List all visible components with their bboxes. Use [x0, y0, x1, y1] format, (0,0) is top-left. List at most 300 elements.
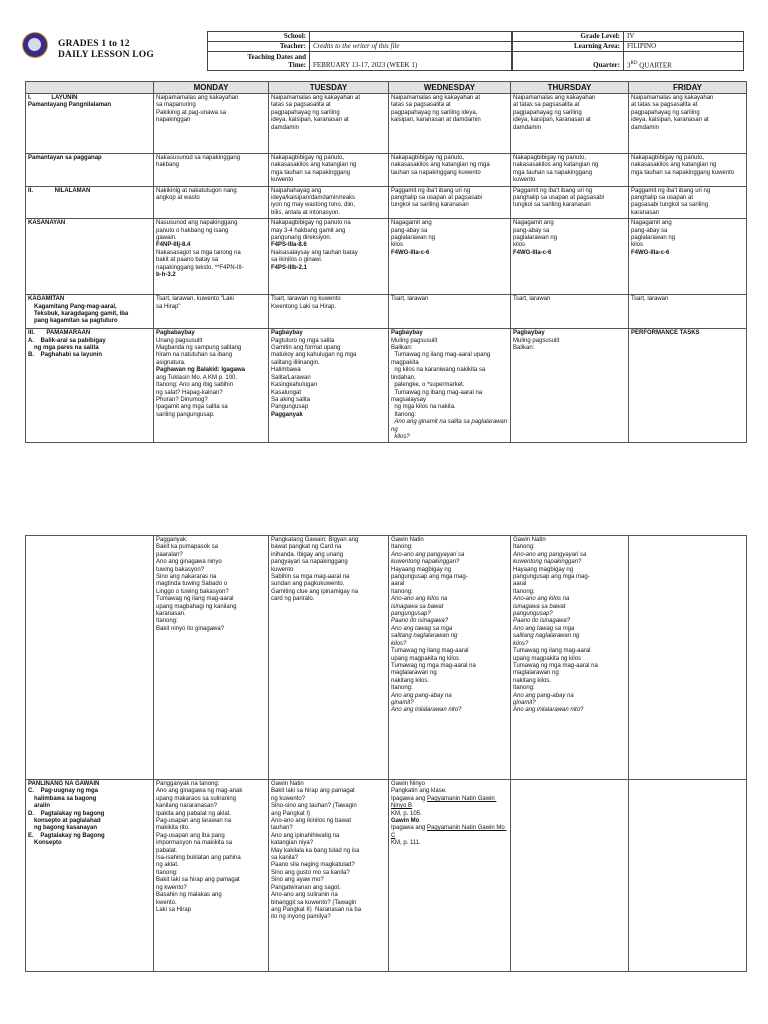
cell-line: Paano ito isinagawa?: [391, 618, 449, 625]
cell-line: Nagagamit ang: [631, 220, 672, 227]
school-value: [310, 32, 512, 42]
cell-line: kuwentong napakinggan?: [513, 559, 582, 566]
cell-line: ang Pangkat II) Naranasan na ba: [271, 906, 362, 913]
cell-line: PANLINANG NA GAWAIN: [28, 781, 100, 787]
cell-line: bilis, antala at intonasyon.: [271, 209, 341, 216]
cell-line: napakinggan: [156, 117, 191, 124]
cell-line: Bakit laki sa hirap ang pamagat: [156, 877, 240, 884]
cell-line: upang magbahagi ng kanilang: [156, 603, 237, 610]
cell-line: aaral: [391, 581, 405, 588]
cell-line: Sino ang ayaw mo?: [271, 877, 324, 884]
cell-line: Pangganyak na tanong:: [156, 781, 220, 787]
cell-line: KM, p. 111.: [391, 840, 421, 847]
cell-line: Paggamit ng iba't ibang uri ng: [391, 187, 471, 194]
cell-line: III. PAMAMARAAN: [28, 330, 91, 337]
cell-line: damdamin: [271, 124, 300, 131]
cell-line: hakbang: [156, 162, 180, 169]
cell-line: mga tauhan sa napakinggang: [513, 169, 593, 176]
cell-line: pagpapahayag ng sariling: [631, 109, 700, 116]
cell-line: Sino ang gusto mo sa kanila?: [271, 869, 350, 876]
cell-line: Paggamit ng iba't ibang uri ng: [631, 187, 711, 194]
cell-line: Balikan:: [391, 345, 413, 352]
cell-line: Sa aking salita: [271, 396, 311, 403]
cell-line: Tumawag ng mga mag-aaral na: [391, 662, 476, 669]
cell-line: impormasyon na makikita sa: [156, 840, 233, 847]
cell-line: Nakapagbibigay ng panuto na: [271, 220, 351, 227]
day-cell-tuesday: [269, 94, 389, 154]
day-cell-friday: [629, 219, 747, 295]
cell-line: Nagagamit ang: [391, 220, 432, 227]
cell-line: Ano ang inilalarawan nito?: [513, 707, 584, 714]
cell-line: ng mga pares na salita: [34, 345, 99, 352]
cell-line: F4WG-IIIa-c-6: [391, 249, 430, 256]
cell-line: F4PS-IIIb-2.1: [271, 264, 308, 271]
cell-line: pangungusap?: [513, 611, 553, 618]
cell-line: kilos: [391, 242, 404, 249]
cell-line: F4WG-IIIa-c-6: [631, 249, 670, 256]
cell-line: Pangkatin ang klase.: [391, 788, 447, 795]
cell-line: pabalat.: [156, 847, 178, 854]
cell-line: Itanong:: [391, 411, 417, 418]
cell-line: Itanong:: [513, 544, 535, 551]
cell-line: Ano ang pang-abay na: [513, 692, 574, 699]
cell-line: Tumawag ng mga mag-aaral na: [513, 662, 598, 669]
cell-line: Nakasasagot sa mga tanong na: [156, 249, 241, 256]
cell-line: Pagbaybay: [391, 330, 423, 337]
cell-line: ideya, kaisipan, karanasan at: [513, 117, 591, 124]
cell-line: Ano-ano ang kilos na: [513, 596, 570, 603]
cell-line: Kasingkahulugan: [271, 382, 318, 389]
cell-line: binanggit sa kuwento? (Tawagin: [271, 899, 357, 906]
cell-line: salitang naglalarawan ng: [391, 633, 458, 640]
day-cell-tuesday: [269, 295, 389, 329]
cell-line: karanasan.: [156, 611, 186, 618]
form-title-line1: GRADES 1 to 12: [58, 39, 130, 49]
cell-line: pagpapahayag ng sariling ideya,: [391, 109, 478, 116]
cell-line: Pagbabaybay: [156, 330, 195, 337]
cell-line: Ano ang ginamit na salita sa paglalarawan ng: [391, 419, 509, 433]
cell-line: Pagbaybay: [513, 330, 545, 337]
cell-line: Ano-ano ang pangyayari sa: [391, 551, 465, 558]
teacher-value: Credits to the writer of this file: [310, 42, 512, 52]
cell-line: Nakapagbibigay ng panuto,: [631, 155, 705, 161]
cell-line: ang Tuklasin Mo. A KM p. 100.: [156, 374, 238, 381]
cell-line: paglalarawan ng: [391, 235, 436, 242]
day-header-wednesday: WEDNESDAY: [389, 82, 511, 94]
day-cell-thursday: [511, 219, 629, 295]
cell-line: aralin: [34, 803, 51, 810]
cell-line: Nasusunod ang napakinggang: [156, 220, 238, 227]
cell-line: Kagamitang Pang-mag-aaral,: [34, 303, 117, 310]
cell-line: upang magpakita ng kilos: [391, 655, 460, 662]
cell-line: b-h-3.2: [156, 272, 176, 279]
cell-line: C. Pag-uugnay ng mga: [28, 788, 99, 795]
cell-line: salitang ililinangin.: [271, 359, 320, 366]
cell-line: Naipahahayag ang: [271, 187, 322, 194]
cell-line: pangungusap ang mga mag-: [513, 574, 590, 581]
cell-line: panghalip sa usapan at pagsasabi: [513, 195, 605, 202]
cell-line: F4PS-IIIa-8.6: [271, 242, 307, 249]
cell-line: ginamit?: [513, 699, 536, 706]
day-cell-monday: [154, 219, 269, 295]
cell-line: nakitang kilos.: [391, 677, 430, 684]
cell-line: Tsart, larawan: [513, 296, 551, 303]
day-cell-monday: [154, 94, 269, 154]
day-cell-friday: [629, 536, 747, 780]
row-label-cell: [26, 154, 154, 187]
cell-line: upang magpakita ng kilos: [513, 655, 582, 662]
cell-line: pangungusap?: [391, 611, 431, 618]
cell-line: B. Paghahabi sa layunin: [28, 352, 103, 359]
cell-line: Muling pagsusulit: [391, 337, 438, 344]
cell-line: may 3-4 hakbang gamit ang: [271, 227, 346, 234]
day-cell-friday: [629, 154, 747, 187]
cell-line: asignatura.: [156, 359, 186, 366]
cell-line: Magbanda ng sampung salitang: [156, 345, 242, 352]
cell-line: Pagganyak: [271, 411, 303, 418]
lesson-log-table-continued: [25, 535, 747, 972]
lesson-row: [26, 219, 747, 295]
cell-line: pangungusap ang mga mag-: [391, 574, 468, 581]
cell-line: upang makaraos sa suliraning: [156, 795, 237, 802]
day-cell-tuesday: [269, 186, 389, 219]
quarter-value: 3RD QUARTER: [624, 52, 744, 71]
cell-line: KAGAMITAN: [28, 296, 65, 303]
cell-line: ideya, kaisipan, karanasan at: [271, 117, 349, 124]
cell-line: Paggamit ng iba't ibang uri ng: [513, 187, 593, 194]
day-cell-wednesday: [389, 295, 511, 329]
cell-line: paglalarawan ng: [513, 235, 558, 242]
lesson-row: [26, 295, 747, 329]
cell-line: Pag-usapan ang larawan na: [156, 818, 232, 825]
cell-line: nakasasakilos ang katangian ng: [513, 162, 599, 169]
cell-line: isinagawa sa bawat: [391, 603, 444, 610]
cell-line: pagpapahayag ng sariling: [271, 109, 340, 116]
cell-line: ang Pangkat I): [271, 810, 311, 817]
cell-line: ng salat? Hapag-kainan?: [156, 389, 223, 396]
cell-line: kuwentong napakinggan?: [391, 559, 460, 566]
cell-line: kaisipan, karanasan at damdamin: [391, 117, 481, 124]
cell-line: ideya, kaisipan, karanasan at: [631, 117, 709, 124]
cell-line: Ano ang pang-abay na: [391, 692, 452, 699]
cell-line: ito ng inyong pamilya?: [271, 914, 331, 921]
day-header-monday: MONDAY: [154, 82, 269, 94]
cell-line: matukoy ang kahulugan ng mga: [271, 352, 357, 359]
cell-line: damdamin: [631, 124, 660, 131]
cell-line: pang-abay sa: [513, 227, 550, 234]
cell-line: ng kwento?: [156, 884, 187, 891]
cell-line: Nakapagbibigay ng panuto,: [391, 155, 465, 161]
cell-line: kwento.: [156, 899, 177, 906]
row-label-cell: [26, 186, 154, 219]
cell-line: Pamantayang Pangnilalaman: [28, 102, 112, 109]
cell-line: Muling pagsusulit: [513, 337, 560, 344]
corner-header: [26, 82, 154, 94]
cell-line: pang kagamitan sa pagtuturo: [34, 318, 118, 325]
cell-line: paaralan?: [156, 551, 183, 558]
cell-line: tuwing bakasyon?: [156, 566, 205, 573]
cell-line: Basahin ng malakas ang: [156, 892, 222, 899]
cell-line: Sino-sino ang tauhan? (Tawagin: [271, 803, 357, 810]
cell-line: angkop at wasto: [156, 195, 200, 202]
cell-line: Nakapagbibigay ng panuto,: [271, 155, 345, 161]
cell-line: Tsart, larawan, kuwento "Laki: [156, 296, 234, 303]
day-cell-thursday: [511, 536, 629, 780]
day-cell-wednesday: [389, 536, 511, 780]
cell-line: Pakikinig at pag-unawa sa: [156, 109, 227, 116]
day-header-thursday: THURSDAY: [511, 82, 629, 94]
cell-line: Hayaang magbigay ng: [391, 566, 452, 573]
cell-line: Pangungusap: [271, 404, 309, 411]
cell-line: Ano ang ginagawa ng mag-anak: [156, 788, 243, 795]
cell-line: kanilang nararanasan?: [156, 803, 218, 810]
cell-line: Itanong:: [513, 588, 535, 595]
day-cell-wednesday: [389, 154, 511, 187]
cell-line: ideya/kaisipan/damdamin/reaks: [271, 195, 356, 202]
day-cell-monday: [154, 186, 269, 219]
cell-line: kilos: [513, 242, 526, 249]
day-cell-thursday: [511, 94, 629, 154]
cell-line: napakinggang teksto. **F4PN-III-: [156, 264, 244, 271]
cell-line: sundan ang pagkukuwento.: [271, 581, 345, 588]
cell-line: Ano ang inilalarawan nito?: [391, 707, 462, 714]
cell-line: Ipagawa ang Pagyamanin Natin Gawin Mo C: [391, 825, 507, 839]
cell-line: sa ikinilos o ginawi.: [271, 257, 323, 264]
cell-line: bawat pangkat ng Card na: [271, 544, 342, 551]
cell-line: Tumawag ng ibang mag-aaral na magsalaysay: [391, 389, 484, 403]
cell-line: Itanong:: [391, 544, 413, 551]
cell-line: Ipakita ang pabalat ng aklat.: [156, 810, 232, 817]
cell-line: mga tauhan sa napakinggang: [271, 169, 351, 176]
cell-line: panuto o hakbang ng isang: [156, 227, 229, 234]
cell-line: kuwento: [271, 566, 294, 573]
cell-line: Linggo o tuwing bakasyon?: [156, 588, 229, 595]
cell-line: tauhan sa napakinggang kuwento: [391, 169, 481, 176]
cell-line: Pangkatang Gawain: Bigyan ang: [271, 537, 359, 543]
cell-line: Bakit laki sa hirap ang pamagat: [271, 788, 355, 795]
cell-line: iyon ng may wastong tono, diin,: [271, 202, 356, 209]
cell-line: Nakikinig at nakatutugon nang: [156, 187, 237, 194]
cell-line: Tumawag ng ilang mag-aaral: [391, 648, 469, 655]
dates-value: FEBRUARY 13-17, 2023 (WEEK 1): [310, 52, 512, 71]
cell-line: ginamit?: [391, 699, 414, 706]
cell-line: Halimbawa: [271, 367, 301, 374]
form-title-line2: DAILY LESSON LOG: [58, 50, 154, 60]
cell-line: Isa-isahing buklatan ang pahina: [156, 855, 241, 862]
cell-line: salitang naglalarawan ng: [513, 633, 580, 640]
cell-line: damdamin: [513, 124, 542, 131]
cell-line: Itanong:: [391, 588, 413, 595]
cell-line: Kasalungat: [271, 389, 302, 396]
day-cell-monday: [154, 154, 269, 187]
cell-line: Bakit ka pumapasok sa: [156, 544, 219, 551]
cell-line: Ano-ano ang kilos na: [391, 596, 448, 603]
cell-line: ng kilos na karaniwang nakikita sa tindahan,: [391, 367, 488, 381]
cell-line: Naisasalaysay ang tauhan batay: [271, 249, 358, 256]
cell-line: Kwentong Laki sa Hirap.: [271, 303, 337, 310]
cell-line: inihanda. Ibigay ang unang: [271, 551, 344, 558]
row-label-cell: [26, 94, 154, 154]
day-cell-tuesday: [269, 536, 389, 780]
cell-line: Paano ito isinagawa?: [513, 618, 571, 625]
cell-line: aaral: [513, 581, 527, 588]
day-cell-monday: [154, 329, 269, 443]
cell-line: magtinda tuwing Sabado o: [156, 581, 228, 588]
cell-line: nakitang kilos.: [513, 677, 552, 684]
cell-line: Ipagawa ang Pagyamanin Natin Gawin Ninyo B: [391, 795, 497, 810]
day-cell-thursday: [511, 329, 629, 443]
area-value: FILIPINO: [624, 42, 744, 52]
cell-line: paglalarawan ng: [631, 235, 676, 242]
cell-line: Gamiting clue ang ipinamigay na: [271, 588, 359, 595]
cell-line: Itanong:: [156, 618, 178, 625]
cell-line: Sino ang nakararas na: [156, 574, 217, 581]
cell-line: panghalip sa usapan at pagsasabi: [391, 195, 483, 202]
cell-line: tauhan?: [271, 825, 293, 832]
cell-line: Ano-ano ang ikinilos ng bawat: [271, 818, 352, 825]
cell-line: halimbawa sa bagong: [34, 795, 97, 802]
cell-line: Itanong: Ano ang ibig sabihin: [156, 382, 234, 389]
lesson-row: [26, 154, 747, 187]
header-info-right: [512, 31, 744, 71]
cell-line: kilos?: [391, 640, 407, 647]
day-cell-monday: [154, 780, 269, 972]
cell-line: sariling pangungusap.: [156, 411, 215, 418]
cell-line: KASANAYAN: [28, 220, 66, 227]
cell-line: F4NP-IIIj-8.4: [156, 242, 191, 249]
cell-line: Naipamamalas ang kakayahan: [513, 95, 596, 101]
day-cell-thursday: [511, 780, 629, 972]
cell-line: pang-abay sa: [631, 227, 668, 234]
day-cell-friday: [629, 329, 747, 443]
cell-line: nakasasakilos ang katangian ng: [271, 162, 357, 169]
cell-line: Bakit ninyo ito ginagawa?: [156, 625, 225, 632]
day-cell-thursday: [511, 186, 629, 219]
cell-line: Ano ang tawag sa mga: [513, 625, 575, 632]
cell-line: at tatas sa pagsasalita at: [513, 102, 580, 109]
cell-line: E. Pagtalakay ng Bagong: [28, 832, 105, 839]
cell-line: Paghawan ng Balakid: Igagawa: [156, 367, 246, 374]
cell-line: Itanong:: [391, 685, 413, 692]
lesson-row: [26, 536, 747, 780]
cell-line: Pagtuturo ng mga salita: [271, 337, 335, 344]
cell-line: card ng pariralo.: [271, 596, 315, 603]
cell-line: Pangatwiranan ang sagot.: [271, 884, 341, 891]
cell-line: isinagawa sa bawat: [513, 603, 566, 610]
day-cell-tuesday: [269, 219, 389, 295]
cell-line: panghalip sa usapan at: [631, 195, 694, 202]
cell-line: Ano ang tawag sa mga: [391, 625, 453, 632]
cell-line: Ipagamit ang mga salita sa: [156, 404, 228, 411]
cell-line: Gawin Natin: [391, 537, 424, 543]
cell-line: pangyayari sa napakinggang: [271, 559, 348, 566]
cell-line: KM, p. 105.: [391, 810, 422, 817]
day-cell-monday: [154, 536, 269, 780]
cell-line: sa kanila?: [271, 855, 299, 862]
cell-line: maglalarawan ng: [513, 670, 559, 677]
cell-line: ng kuwento?: [271, 795, 306, 802]
cell-line: katangian niya?: [271, 840, 314, 847]
area-label: Learning Area:: [513, 42, 624, 52]
quarter-label: Quarter:: [513, 52, 624, 71]
cell-line: Phuran? Dinumog?: [156, 396, 208, 403]
school-label: School:: [208, 32, 310, 42]
cell-line: Sabihin sa mga mag-aaral na: [271, 574, 350, 581]
cell-line: karanasan: [631, 209, 660, 216]
day-cell-tuesday: [269, 154, 389, 187]
day-cell-monday: [154, 295, 269, 329]
cell-line: Tumawag ng ilang mag-aaral: [156, 596, 234, 603]
cell-line: F4WG-IIIa-c-6: [513, 249, 552, 256]
day-cell-tuesday: [269, 780, 389, 972]
cell-line: Pamantayan sa pagganap: [28, 155, 102, 161]
day-cell-wednesday: [389, 94, 511, 154]
cell-line: Tsart, larawan ng kuwento: [271, 296, 341, 303]
cell-line: A. Balik-aral sa pabibigay: [28, 337, 106, 344]
cell-line: II. NILALAMAN: [28, 187, 91, 194]
dates-label: Teaching Dates and Time:: [208, 52, 310, 71]
cell-line: Konsepto: [34, 840, 62, 847]
cell-line: tungkol sa sariling karanasan: [391, 202, 469, 209]
cell-line: Tumawag ng ilang mag-aaral: [513, 648, 591, 655]
cell-line: Tumawag ng ilang mag-aaral upang magpakita: [391, 352, 492, 366]
cell-line: Nagagamit ang: [513, 220, 554, 227]
cell-line: Nakapagbibigay ng panuto,: [513, 155, 587, 161]
cell-line: bakit at paano batay sa: [156, 257, 219, 264]
row-label-cell: [26, 780, 154, 972]
cell-line: kilos?: [391, 433, 410, 440]
cell-line: at tatas sa pagsasalita at: [631, 102, 698, 109]
cell-line: Naipamamalas ang kakayahan: [631, 95, 714, 101]
cell-line: Tsart, larawan: [391, 296, 429, 303]
cell-line: hiram na natutuhan sa ibang: [156, 352, 233, 359]
day-cell-tuesday: [269, 329, 389, 443]
cell-line: Gawin Natin: [513, 537, 546, 543]
row-label-cell: [26, 536, 154, 780]
row-label-cell: [26, 329, 154, 443]
cell-line: May kakilala ka bang tulad ng isa: [271, 847, 360, 854]
cell-line: Gawin Mo: [391, 818, 420, 825]
cell-line: pagpapahayag ng sariling: [513, 109, 582, 116]
cell-line: palengke, o *supermarket.: [391, 382, 465, 389]
day-cell-thursday: [511, 295, 629, 329]
day-cell-friday: [629, 780, 747, 972]
cell-line: Salita/Larawan: [271, 374, 311, 381]
lesson-row: [26, 329, 747, 443]
cell-line: ng bagong kasanayan: [34, 825, 98, 832]
cell-line: sa Hirap": [156, 303, 181, 310]
cell-line: gawain.: [156, 235, 177, 242]
cell-line: Nakasusunod sa napakinggang: [156, 155, 241, 161]
cell-line: Paano sila naging magkatulad?: [271, 862, 355, 869]
day-header-friday: FRIDAY: [629, 82, 747, 94]
cell-line: sa mapanuring: [156, 102, 196, 109]
cell-line: Naipamamalas ang kakayahan at: [271, 95, 361, 101]
cell-line: maglalarawan ng: [391, 670, 437, 677]
cell-line: Balikan:: [513, 345, 535, 352]
cell-line: Unang pagsusulit: [156, 337, 203, 344]
cell-line: Gamitin ang format upang: [271, 345, 341, 352]
cell-line: Ano ang ipinahihiwatig na: [271, 832, 340, 839]
cell-line: Pagbaybay: [271, 330, 303, 337]
deped-seal-logo: [22, 32, 48, 58]
lesson-log-table-week: [25, 81, 747, 443]
cell-line: tatas sa pagsasalita at: [271, 102, 331, 109]
cell-line: pagsasabi tungkol sa sariling: [631, 202, 709, 209]
cell-line: Tsart, larawan: [631, 296, 669, 303]
day-cell-thursday: [511, 154, 629, 187]
cell-line: makikita rito.: [156, 825, 190, 832]
